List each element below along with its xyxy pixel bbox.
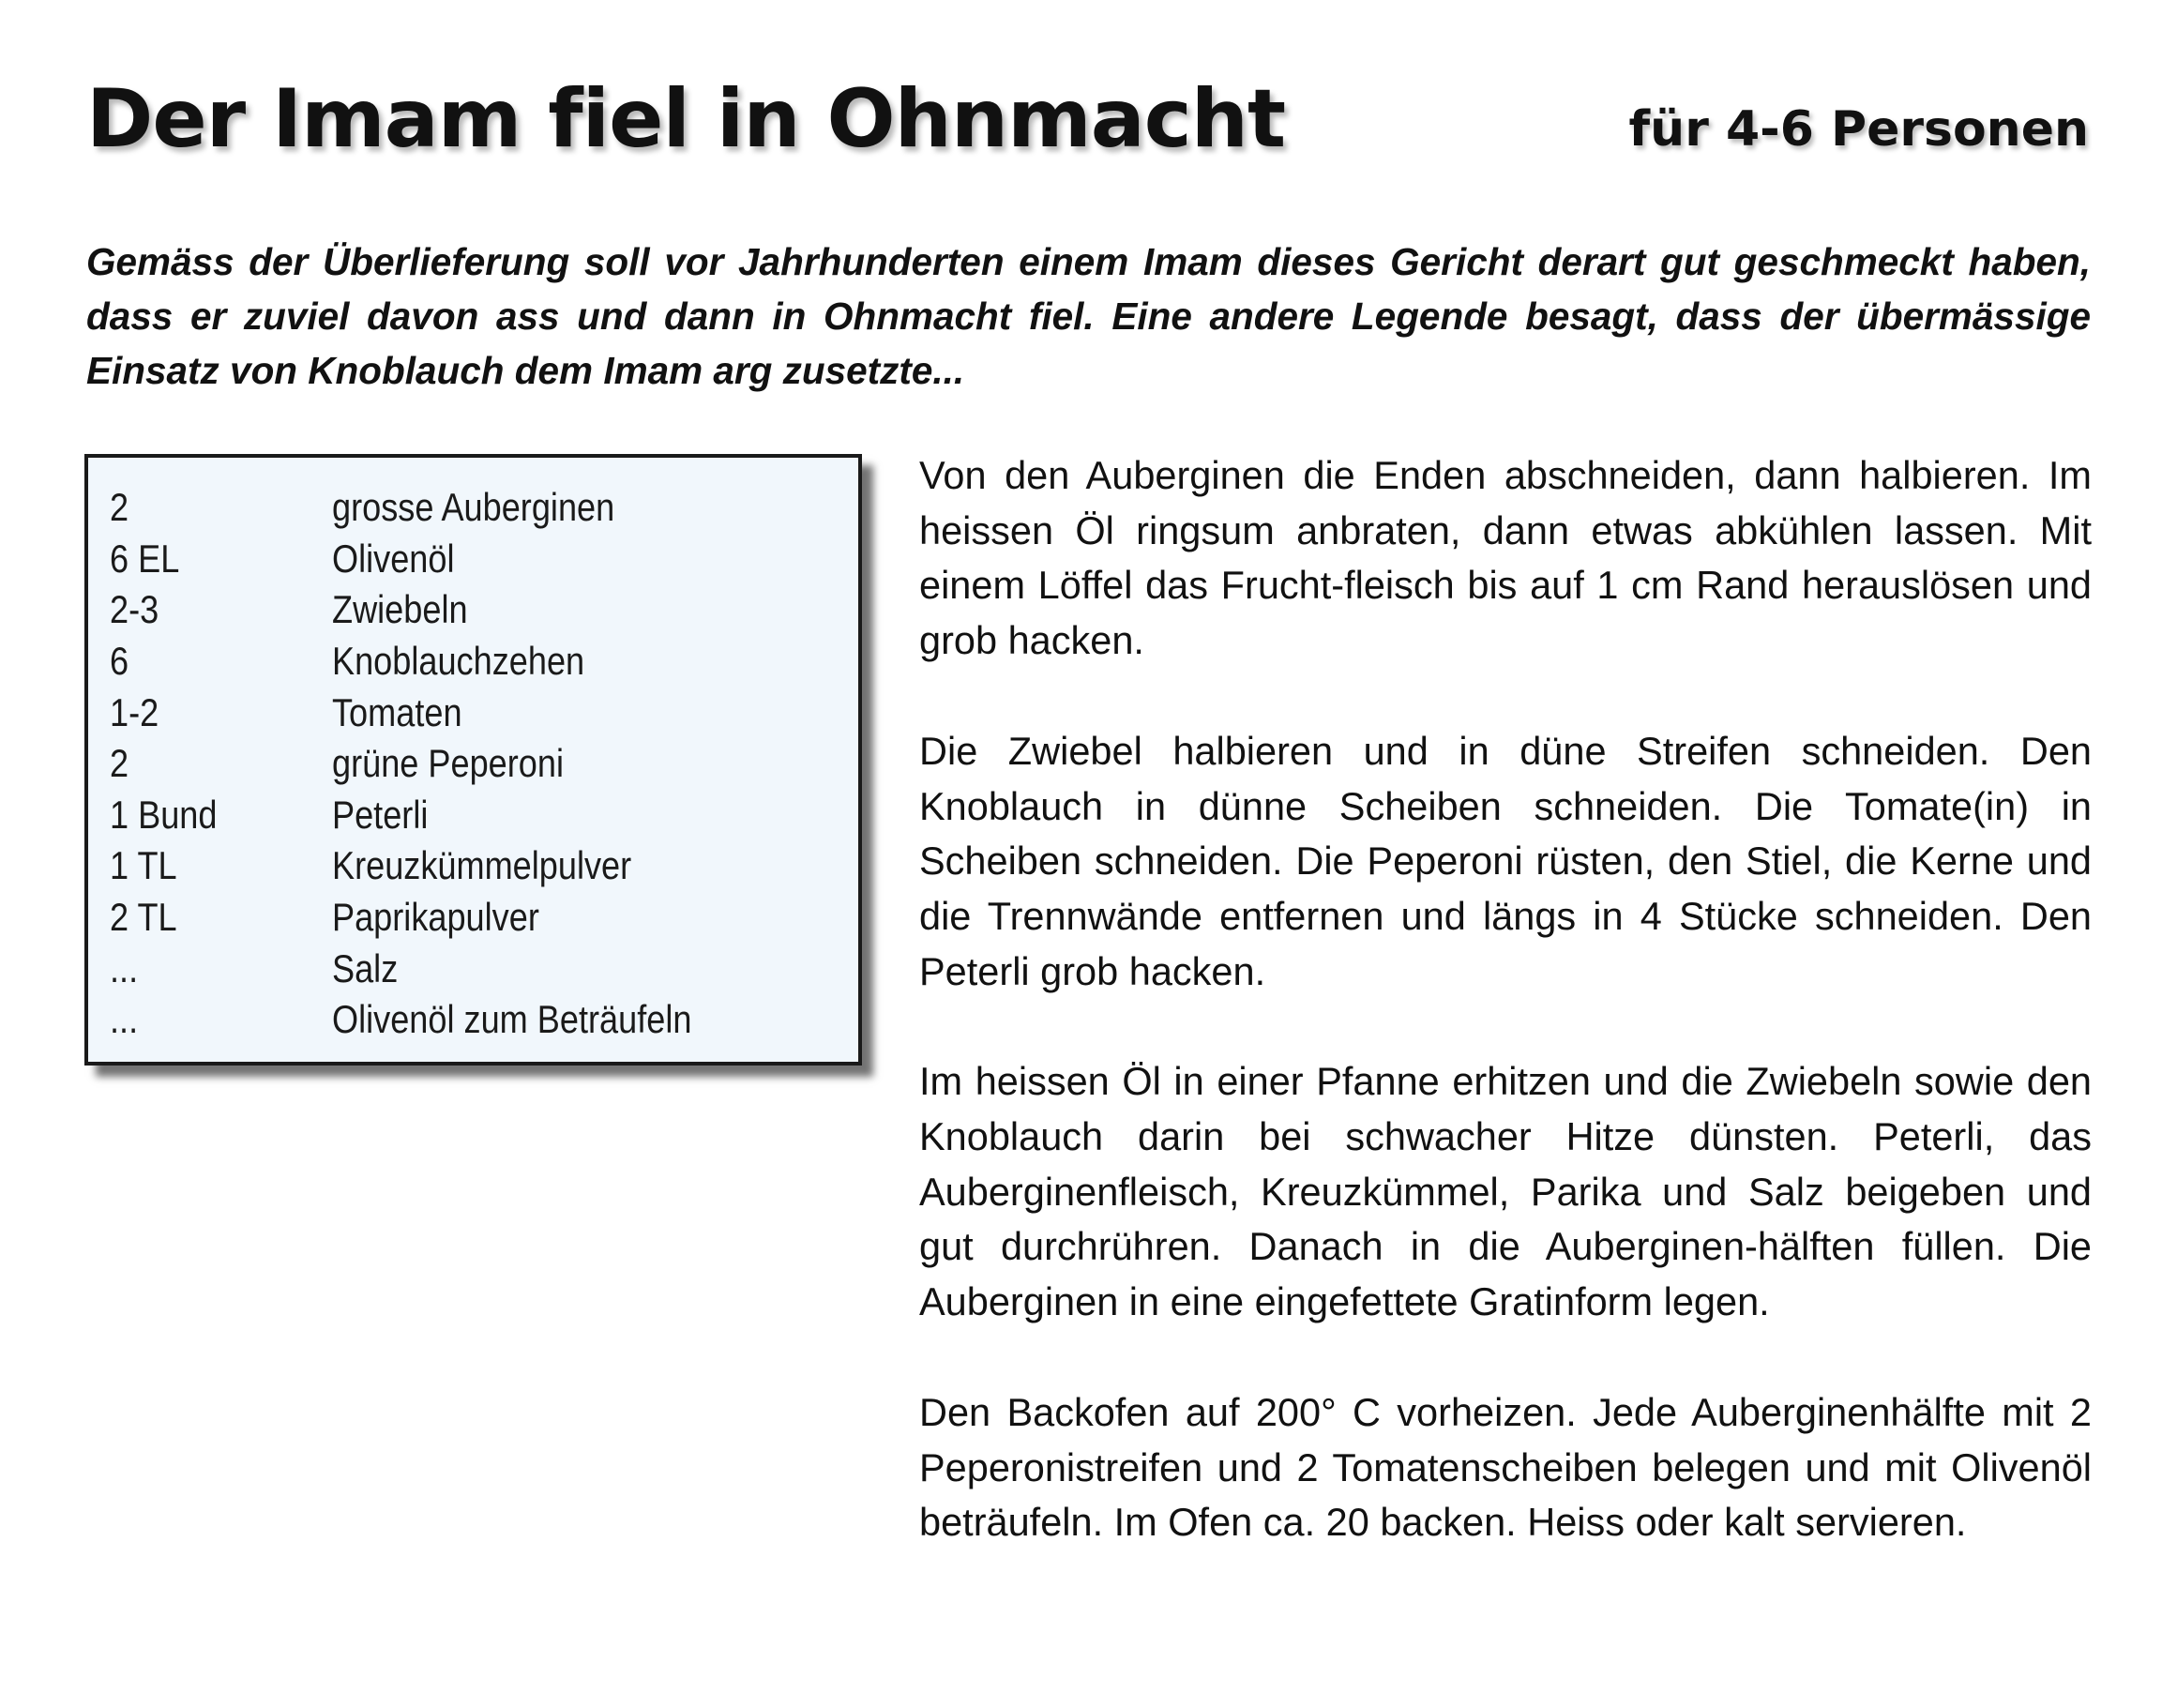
ingredient-name: Knoblauchzehen <box>332 639 585 684</box>
ingredient-quantity: 2 <box>110 741 129 786</box>
ingredient-name: Zwiebeln <box>332 587 468 632</box>
ingredient-row <box>110 738 858 790</box>
ingredient-row <box>110 840 858 892</box>
ingredient-quantity: 2 TL <box>110 895 177 940</box>
ingredient-quantity: ... <box>110 945 139 990</box>
ingredient-name: Paprikapulver <box>332 895 539 940</box>
ingredient-row <box>110 534 858 585</box>
ingredient-row <box>110 943 858 994</box>
ingredient-quantity: 1 Bund <box>110 792 218 837</box>
instruction-step: Den Backofen auf 200° C vorheizen. Jede Auberginenhälfte mit 2 Peperonistreifen und 2 Tomatenscheiben belegen und mit Olivenöl beträufeln. Im Ofen ca. 20 backen. Heiss oder kalt servieren. <box>919 1389 2092 1545</box>
instruction-step: Im heissen Öl in einer Pfanne erhitzen und die Zwiebeln sowie den Knoblauch darin bei schwacher Hitze dünsten. Peterli, das Auberginenfleisch, Kreuzkümmel, Parika und Salz beigeben und gut durchrühren. Danach in die Auberginen-hälften füllen. Die Auberginen in eine eingefettete Gratinform legen. <box>919 1059 2092 1324</box>
ingredient-name: Olivenöl zum Beträufeln <box>332 997 692 1042</box>
ingredient-row <box>110 687 858 738</box>
recipe-title: Der Imam fiel in Ohnmacht <box>86 72 1286 166</box>
ingredient-quantity: 6 <box>110 639 129 684</box>
ingredient-name: Kreuzkümmelpulver <box>332 843 632 888</box>
ingredient-quantity: 2-3 <box>110 587 159 632</box>
ingredient-row <box>110 584 858 636</box>
ingredient-row <box>110 790 858 841</box>
instructions <box>919 448 2092 1606</box>
instruction-step: Die Zwiebel halbieren und in düne Streifen schneiden. Den Knoblauch in dünne Scheiben schneiden. Die Tomate(in) in Scheiben schneiden. Die Peperoni rüsten, den Stiel, die Kerne und die Trennwände entfernen und längs in 4 Stücke schneiden. Den Peterli grob hacken. <box>919 728 2092 993</box>
ingredient-quantity: ... <box>110 997 139 1042</box>
intro-paragraph: Gemäss der Überlieferung soll vor Jahrhunderten einem Imam dieses Gericht derart gut geschmeckt haben, dass er zuviel davon ass und dann in Ohnmacht fiel. Eine andere Legende besagt, dass der übermässige Einsatz von Knoblauch dem Imam arg zusetzte... <box>86 240 2091 392</box>
ingredients-box <box>84 454 862 1066</box>
ingredient-name: Olivenöl <box>332 536 455 581</box>
ingredient-row <box>110 636 858 688</box>
ingredient-row <box>110 994 858 1046</box>
ingredient-quantity: 6 EL <box>110 536 180 581</box>
instruction-step: Von den Auberginen die Enden abschneiden, dann halbieren. Im heissen Öl ringsum anbraten, dann etwas abkühlen lassen. Mit einem Löffel das Frucht-fleisch bis auf 1 cm Rand herauslösen und grob hacken. <box>919 453 2092 663</box>
ingredient-name: Peterli <box>332 792 429 837</box>
ingredient-quantity: 1 TL <box>110 843 177 888</box>
servings-label: für 4-6 Personen <box>1628 101 2089 158</box>
ingredient-name: grosse Auberginen <box>332 485 615 530</box>
ingredient-row <box>110 892 858 944</box>
ingredient-quantity: 2 <box>110 485 129 530</box>
ingredient-name: Salz <box>332 945 399 990</box>
ingredient-quantity: 1-2 <box>110 689 159 734</box>
ingredient-name: grüne Peperoni <box>332 741 565 786</box>
ingredient-row <box>110 482 858 534</box>
ingredient-name: Tomaten <box>332 689 462 734</box>
